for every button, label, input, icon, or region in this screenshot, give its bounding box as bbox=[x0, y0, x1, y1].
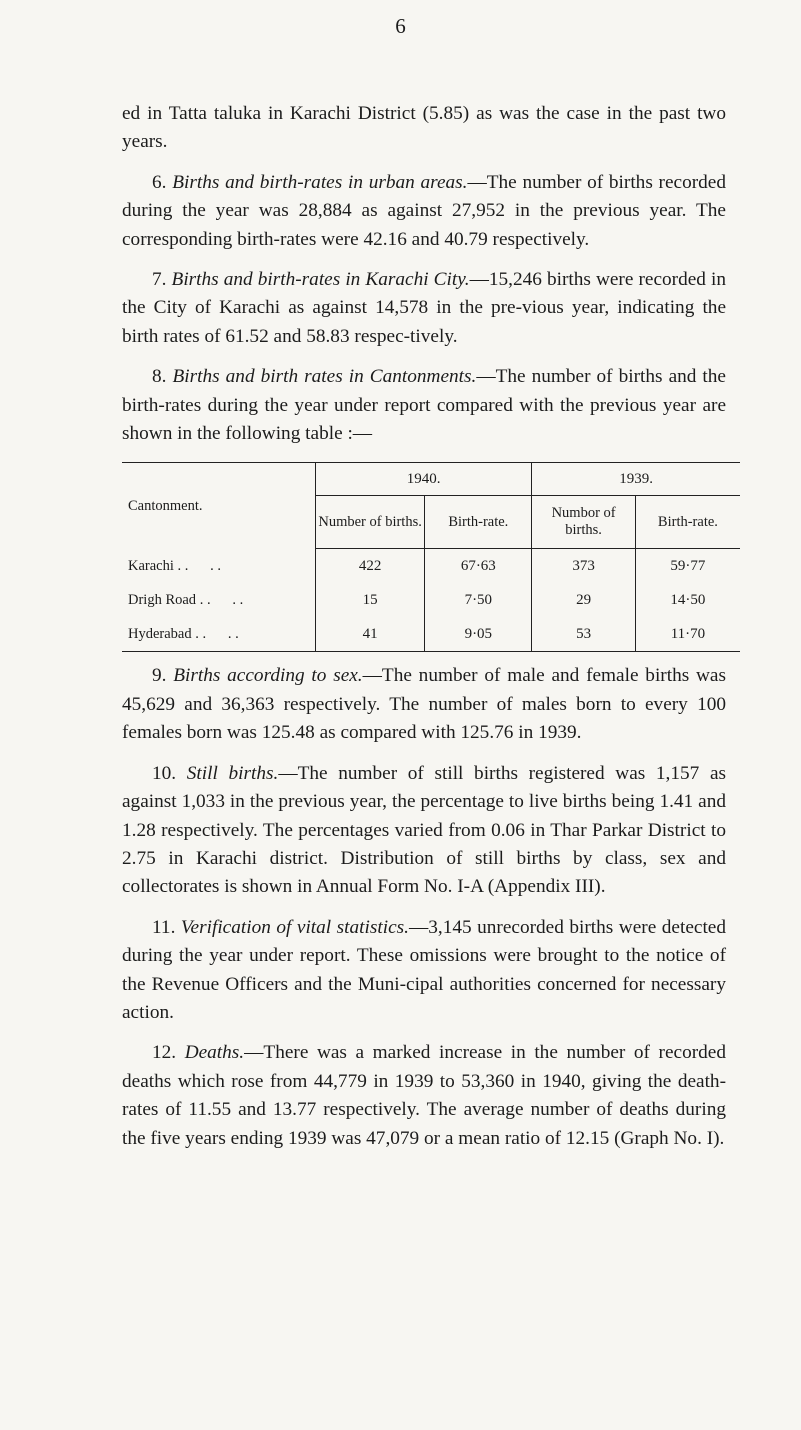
paragraph-text: —15,246 births were recorded in the City of Karachi as against 14,578 in the pre-vious year, indicating the birth rates of 61.52 and 58.83 respec-tively. bbox=[122, 269, 726, 347]
paragraph-8 bbox=[122, 363, 726, 448]
paragraph-12 bbox=[122, 1039, 726, 1153]
paragraph-text: —There was a marked increase in the number of recorded deaths which rose from 44,779 in 1939 to 53,360 in 1940, giving the death-rates of 11.55 and 13.77 respectively. The average number of deaths during the five years ending 1939 was 47,079 or a mean ratio of 12.15 (Graph No. I). bbox=[122, 1042, 726, 1149]
paragraph-10 bbox=[122, 760, 726, 902]
rate-1939: 11·70 bbox=[635, 617, 740, 652]
paragraph-number: 10. bbox=[152, 762, 177, 784]
cantonment-name: Karachi bbox=[128, 558, 174, 575]
rate-1939: 14·50 bbox=[635, 583, 740, 617]
leader-dots: . . . . bbox=[199, 592, 244, 609]
column-header-cantonment: Cantonment. bbox=[122, 463, 315, 549]
births-1940: 41 bbox=[315, 617, 424, 652]
paragraph-number: 11. bbox=[152, 916, 176, 938]
rate-1940: 7·50 bbox=[425, 583, 532, 617]
rate-1939: 59·77 bbox=[635, 549, 740, 584]
column-header-rate-1940: Birth-rate. bbox=[425, 496, 532, 549]
paragraph-text: —3,145 unrecorded births were detected during the year under report. These omissions were brought to the notice of the Revenue Officers and the Muni-cipal authorities concerned for necessary action. bbox=[122, 916, 726, 1023]
column-header-births-1940: Number of births. bbox=[315, 496, 424, 549]
paragraph-continuation: ed in Tatta taluka in Karachi District (5.85) as was the case in the past two years. bbox=[122, 103, 726, 153]
paragraph-number: 8. bbox=[152, 366, 167, 388]
rate-1940: 9·05 bbox=[425, 617, 532, 652]
births-1939: 29 bbox=[532, 583, 636, 617]
paragraph-11 bbox=[122, 914, 726, 1028]
paragraph-text: —The number of still births registered was 1,157 as against 1,033 in the previous year, the percentage to live births being 1.41 and 1.28 respectively. The percentages varied from 0.06 in Thar Parkar District to 2.75 in Karachi district. Distribution of still births by class, sex and collectorates is shown in Annual Form No. I-A (Appendix III). bbox=[122, 762, 726, 898]
paragraph-7 bbox=[122, 266, 726, 351]
paragraph-6 bbox=[122, 169, 726, 254]
cantonment-name: Drigh Road bbox=[128, 592, 197, 609]
paragraph-heading: Births according to sex. bbox=[173, 665, 363, 687]
leader-dots: . . . . bbox=[195, 626, 239, 643]
paragraph-heading: Births and birth-rates in urban areas. bbox=[172, 171, 468, 193]
cantonment-name: Hyderabad bbox=[128, 626, 192, 643]
page-number: 6 bbox=[395, 14, 406, 38]
paragraph-heading: Verification of vital statistics. bbox=[180, 916, 409, 938]
paragraph-heading: Births and birth rates in Cantonments. bbox=[172, 366, 477, 388]
table-row bbox=[122, 583, 740, 617]
paragraph-text: —The number of births and the birth-rates during the year under report compared with the previous year are shown in the following table :— bbox=[122, 366, 726, 445]
births-1939: 53 bbox=[532, 617, 636, 652]
cantonment-births-table bbox=[122, 462, 740, 652]
births-1940: 15 bbox=[315, 583, 424, 617]
paragraph-heading: Births and birth-rates in Karachi City. bbox=[171, 269, 470, 291]
leader-dots: . . . . bbox=[177, 558, 222, 575]
births-1940: 422 bbox=[315, 549, 424, 584]
year-header-1939: 1939. bbox=[532, 463, 740, 496]
births-1939: 373 bbox=[532, 549, 636, 584]
paragraph-heading: Deaths. bbox=[184, 1042, 245, 1064]
document-body bbox=[122, 100, 726, 1153]
paragraph-text: —The number of births recorded during the year was 28,884 as against 27,952 in the previous year. The corresponding birth-rates were 42.16 and 40.79 respectively. bbox=[122, 171, 726, 250]
paragraph-number: 9. bbox=[152, 665, 167, 687]
rate-1940: 67·63 bbox=[425, 549, 532, 584]
paragraph-heading: Still births. bbox=[186, 762, 279, 784]
paragraph-number: 12. bbox=[152, 1042, 177, 1064]
column-header-rate-1939: Birth-rate. bbox=[635, 496, 740, 549]
table-row bbox=[122, 617, 740, 652]
paragraph-number: 7. bbox=[152, 269, 167, 291]
paragraph-number: 6. bbox=[152, 171, 167, 193]
year-header-1940: 1940. bbox=[315, 463, 531, 496]
paragraph-text: —The number of male and female births was 45,629 and 36,363 respectively. The number of males born to every 100 females born was 125.48 as compared with 125.76 in 1939. bbox=[122, 665, 726, 744]
paragraph-9 bbox=[122, 662, 726, 747]
column-header-births-1939: Numbor of births. bbox=[532, 496, 636, 549]
table-row bbox=[122, 549, 740, 584]
